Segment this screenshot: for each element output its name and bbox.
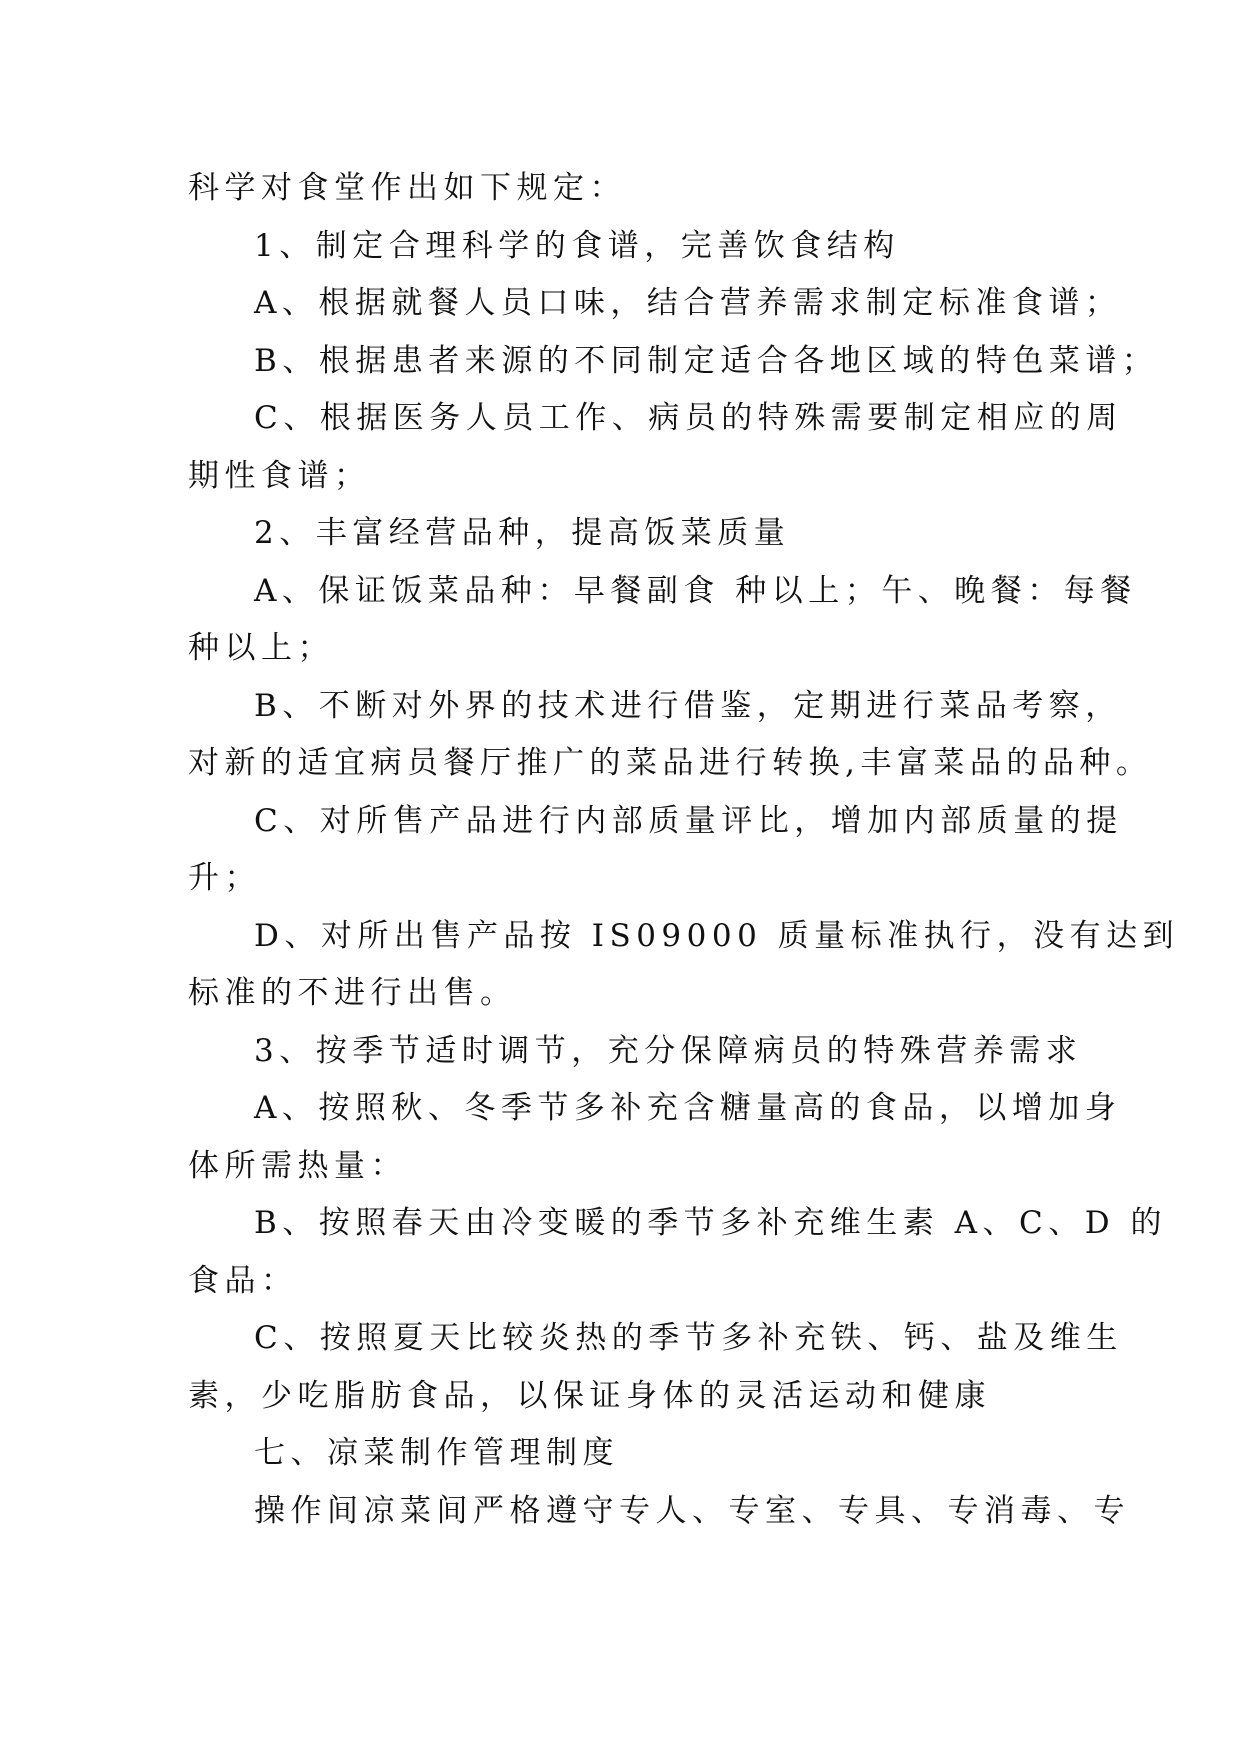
text-line: B、按照春天由冷变暖的季节多补充维生素 A、C、D 的 bbox=[254, 1205, 1167, 1241]
text-line: 科学对食堂作出如下规定： bbox=[188, 170, 626, 206]
text-line: 体所需热量： bbox=[188, 1147, 407, 1184]
text-line: C、根据医务人员工作、病员的特殊需要制定相应的周 bbox=[254, 400, 1123, 436]
text-line: 素，少吃脂肪食品，以保证身体的灵活运动和健康 bbox=[188, 1377, 991, 1414]
text-line: 期性食谱； bbox=[188, 457, 371, 494]
text-line: 3、按季节适时调节，充分保障病员的特殊营养需求 bbox=[254, 1032, 1083, 1069]
text-line: D、对所出售产品按 IS09000 质量标准执行，没有达到 bbox=[254, 917, 1180, 954]
text-line: B、不断对外界的技术进行借鉴，定期进行菜品考察， bbox=[254, 687, 1122, 724]
document-body bbox=[188, 160, 1180, 1540]
text-line: 升； bbox=[188, 860, 261, 896]
text-line: 食品： bbox=[188, 1262, 298, 1299]
text-line: A、按照秋、冬季节多补充含糖量高的食品，以增加身 bbox=[254, 1090, 1122, 1126]
text-line: 对新的适宜病员餐厅推广的菜品进行转换,丰富菜品的品种。 bbox=[188, 745, 1153, 781]
text-line: 操作间凉菜间严格遵守专人、专室、专具、专消毒、专 bbox=[254, 1492, 1130, 1529]
text-line: 标准的不进行出售。 bbox=[188, 975, 517, 1011]
text-line: C、对所售产品进行内部质量评比，增加内部质量的提 bbox=[254, 802, 1123, 839]
section-heading: 七、凉菜制作管理制度 bbox=[254, 1435, 619, 1471]
text-line: B、根据患者来源的不同制定适合各地区域的特色菜谱； bbox=[254, 342, 1159, 379]
text-line: A、根据就餐人员口味，结合营养需求制定标准食谱； bbox=[254, 285, 1122, 321]
text-line: 种以上； bbox=[188, 630, 334, 666]
text-line: A、保证饭菜品种：早餐副食 种以上；午、晚餐：每餐 bbox=[254, 572, 1137, 609]
text-line: 1、制定合理科学的食谱，完善饮食结构 bbox=[254, 227, 900, 264]
text-line: C、按照夏天比较炎热的季节多补充铁、钙、盐及维生 bbox=[254, 1320, 1123, 1356]
text-line: 2、丰富经营品种，提高饭菜质量 bbox=[254, 515, 791, 551]
